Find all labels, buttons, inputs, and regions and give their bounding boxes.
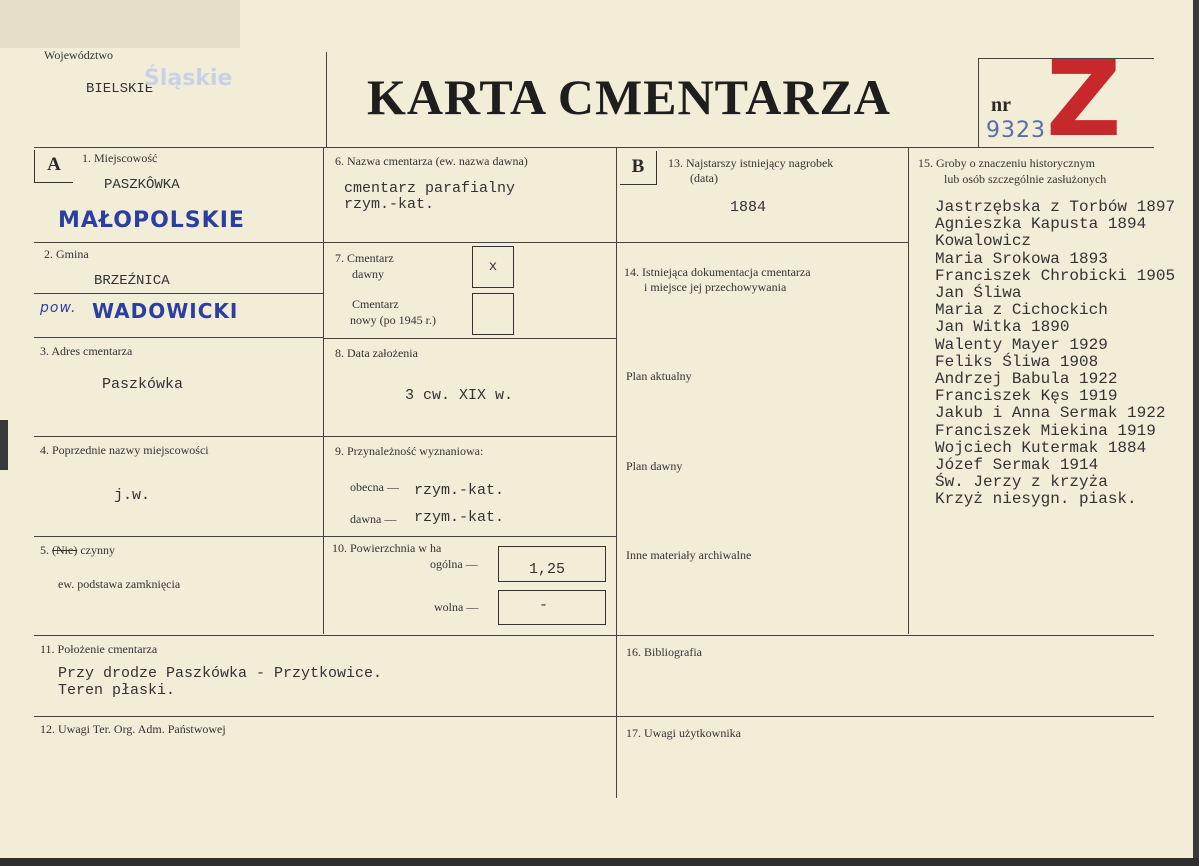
polozenie-label: 11. Położenie cmentarza xyxy=(40,642,158,656)
ogolna-box xyxy=(498,546,606,582)
list-item: Jan Śliwa xyxy=(935,284,1022,303)
row-line-bottom-1 xyxy=(34,635,1154,636)
miejscowosc-label: 1. Miejscowość xyxy=(82,151,158,165)
list-item: Jakub i Anna Sermak 1922 xyxy=(935,404,1166,423)
gmina-underline xyxy=(34,293,323,294)
nazwa-cmentarza-label: 6. Nazwa cmentarza (ew. nazwa dawna) xyxy=(335,154,528,168)
cmentarz-dawny-label-2: dawny xyxy=(352,267,384,281)
wolna-box xyxy=(498,590,606,625)
inne-materialy-label: Inne materiały archiwalne xyxy=(626,548,752,562)
przynaleznosc-label: 9. Przynależność wyznaniowa: xyxy=(335,444,484,458)
czynny-num: 5. xyxy=(40,543,49,557)
wojewodztwo-correction: Śląskie xyxy=(144,66,233,91)
bibliografia-label: 16. Bibliografia xyxy=(626,645,702,659)
wojewodztwo-value: BIELSKIE xyxy=(86,81,154,97)
cmentarz-dawny-label-1: 7. Cmentarz xyxy=(335,251,394,265)
list-item: Agnieszka Kapusta 1894 xyxy=(935,215,1147,234)
data-zalozenia-label: 8. Data założenia xyxy=(335,346,418,360)
uwagi-uzytkownika-label: 17. Uwagi użytkownika xyxy=(626,726,741,740)
nazwa-cmentarza-value-2: rzym.-kat. xyxy=(344,196,435,213)
scan-edge-bottom xyxy=(0,858,1199,866)
wolna-label: wolna — xyxy=(434,600,479,614)
gmina-label: 2. Gmina xyxy=(44,247,89,261)
scan-edge-right xyxy=(1193,0,1199,866)
dokumentacja-label-1: 14. Istniejąca dokumentacja cmentarza xyxy=(624,265,811,279)
nazwa-cmentarza-value-1: cmentarz parafialny xyxy=(344,180,516,197)
wolna-value: - xyxy=(539,597,549,614)
nagrobek-value: 1884 xyxy=(730,199,767,216)
category-letter-stamp: Z xyxy=(1046,38,1122,160)
obecna-value: rzym.-kat. xyxy=(414,482,505,499)
plan-dawny-label: Plan dawny xyxy=(626,459,683,473)
list-item: Jan Witka 1890 xyxy=(935,318,1070,337)
nr-handwritten: 9323 xyxy=(986,118,1046,143)
wojewodztwo-label: Województwo xyxy=(44,48,114,62)
list-item: Krzyż niesygn. piask. xyxy=(935,490,1137,509)
list-item: Maria Srokowa 1893 xyxy=(935,249,1108,268)
page-title: KARTA CMENTARZA xyxy=(367,69,891,125)
czynny-label xyxy=(40,543,115,557)
podstawa-zamkniecia-label: ew. podstawa zamknięcia xyxy=(58,577,181,591)
gmina-handwritten: WADOWICKI xyxy=(92,299,239,323)
section-a-letter: A xyxy=(34,150,73,183)
ogolna-value: 1,25 xyxy=(529,561,566,578)
list-item: Walenty Mayer 1929 xyxy=(935,335,1108,354)
gmina-handwritten-prefix: pow. xyxy=(40,300,77,316)
row-line-a4 xyxy=(34,536,323,537)
row-line-b1 xyxy=(616,242,908,243)
graves-list xyxy=(935,199,1175,509)
cmentarz-dawny-checkbox xyxy=(472,246,514,288)
row-line-bottom-2l xyxy=(34,716,616,717)
list-item: Andrzej Babula 1922 xyxy=(935,370,1118,389)
list-item: Feliks Śliwa 1908 xyxy=(935,352,1099,371)
col-divider-2 xyxy=(616,148,617,798)
list-item: Franciszek Miekina 1919 xyxy=(935,421,1156,440)
adres-value: Paszkówka xyxy=(102,376,184,393)
row-line-m1 xyxy=(323,242,616,243)
row-line-m3 xyxy=(323,436,616,437)
row-line-a1 xyxy=(34,242,323,243)
dawna-label: dawna — xyxy=(350,512,397,526)
miejscowosc-handwritten: MAŁOPOLSKIE xyxy=(58,208,245,233)
poprzednie-nazwy-value: j.w. xyxy=(114,487,151,504)
list-item: Św. Jerzy z krzyża xyxy=(935,473,1108,492)
ogolna-label: ogólna — xyxy=(430,557,478,571)
row-line-a3 xyxy=(34,436,323,437)
cmentarz-nowy-label-1: Cmentarz xyxy=(352,297,399,311)
list-item: Franciszek Chrobicki 1905 xyxy=(935,266,1176,285)
cmentarz-nowy-label-2: nowy (po 1945 r.) xyxy=(350,313,436,327)
row-line-m2 xyxy=(323,338,616,339)
list-item: Maria z Cichockich xyxy=(935,301,1108,320)
cmentarz-dawny-mark: x xyxy=(488,259,498,275)
dawna-value: rzym.-kat. xyxy=(414,509,505,526)
polozenie-value-1: Przy drodze Paszkówka - Przytkowice. xyxy=(58,665,383,682)
list-item: Józef Sermak 1914 xyxy=(935,456,1099,475)
col-divider-3 xyxy=(908,148,909,634)
gmina-value: BRZEŹNICA xyxy=(94,273,170,289)
poprzednie-nazwy-label: 4. Poprzednie nazwy miejscowości xyxy=(40,443,209,457)
czynny-rest: czynny xyxy=(80,543,115,557)
obecna-label: obecna — xyxy=(350,480,399,494)
powierzchnia-label: 10. Powierzchnia w ha xyxy=(332,541,442,555)
row-line-a2 xyxy=(34,337,323,338)
header-divider xyxy=(34,147,1154,148)
list-item: Wojciech Kutermak 1884 xyxy=(935,438,1147,457)
adres-label: 3. Adres cmentarza xyxy=(40,344,133,358)
nr-box-left xyxy=(978,58,979,147)
polozenie-value-2: Teren płaski. xyxy=(58,682,176,699)
row-line-bottom-2r xyxy=(616,716,1154,717)
cmentarz-nowy-checkbox xyxy=(472,293,514,335)
groby-label-2: lub osób szczególnie zasłużonych xyxy=(944,172,1107,186)
dokumentacja-label-2: i miejsce jej przechowywania xyxy=(644,280,787,294)
plan-aktualny-label: Plan aktualny xyxy=(626,369,692,383)
nagrobek-label-2: (data) xyxy=(690,171,718,185)
paper-shade xyxy=(0,0,240,48)
nr-label: nr xyxy=(991,94,1011,116)
nagrobek-label-1: 13. Najstarszy istniejący nagrobek xyxy=(668,156,834,170)
data-zalozenia-value: 3 cw. XIX w. xyxy=(405,387,514,404)
row-line-m4 xyxy=(323,536,616,537)
uwagi-ter-label: 12. Uwagi Ter. Org. Adm. Państwowej xyxy=(40,722,226,736)
miejscowosc-value: PASZKÔWKA xyxy=(104,177,180,193)
scan-edge-left xyxy=(0,420,8,470)
section-b-letter: B xyxy=(620,151,657,185)
list-item: Jastrzębska z Torbów 1897 xyxy=(935,198,1176,216)
groby-label-1: 15. Groby o znaczeniu historycznym xyxy=(918,156,1095,170)
czynny-struck: (Nie) xyxy=(52,543,78,557)
header-left-divider xyxy=(326,52,327,147)
col-divider-1 xyxy=(323,148,324,634)
list-item: Franciszek Kęs 1919 xyxy=(935,387,1118,406)
list-item: Kowalowicz xyxy=(935,232,1032,251)
